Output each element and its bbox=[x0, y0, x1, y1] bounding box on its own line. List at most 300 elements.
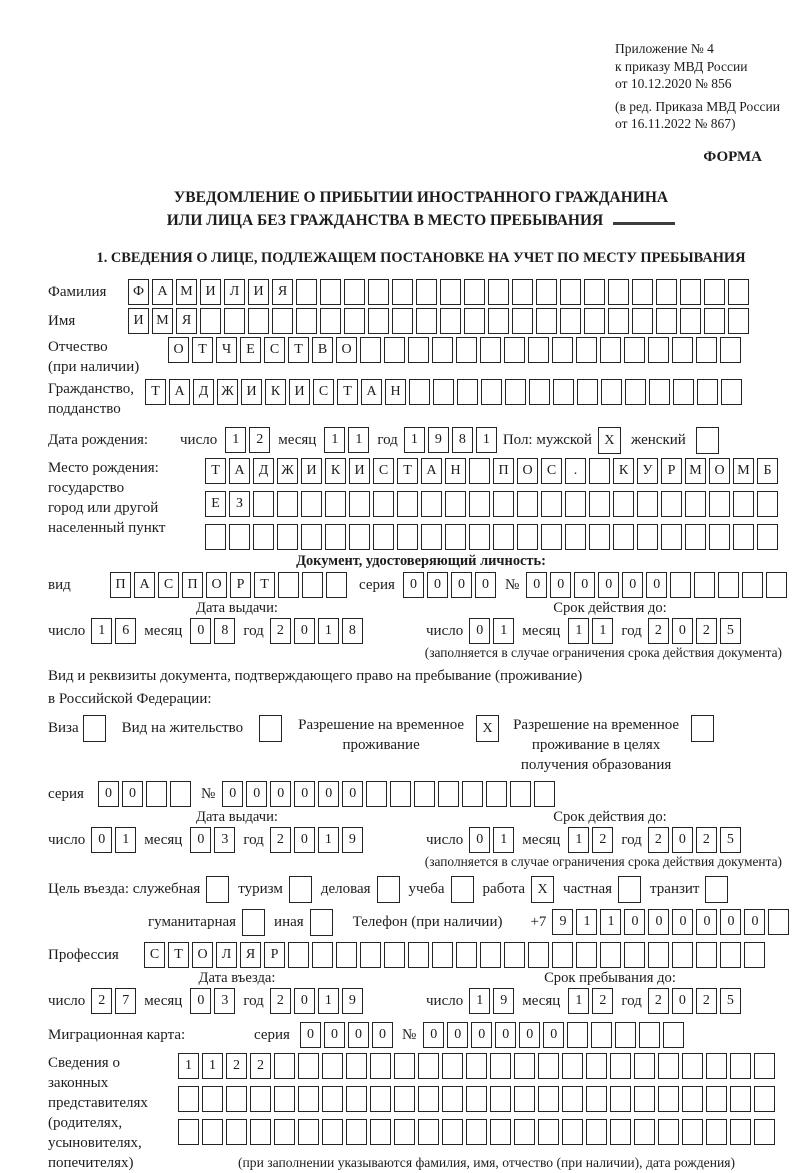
char-cell[interactable] bbox=[541, 524, 562, 550]
char-cell[interactable] bbox=[685, 491, 706, 517]
char-cell[interactable]: 9 bbox=[493, 988, 514, 1014]
char-cell[interactable] bbox=[370, 1053, 391, 1079]
char-cell[interactable]: Л bbox=[224, 279, 245, 305]
char-cell[interactable] bbox=[298, 1053, 319, 1079]
char-cell[interactable]: И bbox=[349, 458, 370, 484]
char-cell[interactable]: 0 bbox=[190, 827, 211, 853]
char-cell[interactable] bbox=[421, 524, 442, 550]
char-cell[interactable]: К bbox=[613, 458, 634, 484]
char-cell[interactable] bbox=[250, 1086, 271, 1112]
char-cell[interactable]: 2 bbox=[696, 618, 717, 644]
char-cell[interactable] bbox=[718, 572, 739, 598]
char-cell[interactable]: И bbox=[301, 458, 322, 484]
char-cell[interactable]: 1 bbox=[568, 827, 589, 853]
char-cell[interactable]: 2 bbox=[648, 827, 669, 853]
char-cell[interactable]: 1 bbox=[318, 827, 339, 853]
char-cell[interactable]: К bbox=[265, 379, 286, 405]
char-cell[interactable] bbox=[744, 942, 765, 968]
checkbox[interactable] bbox=[451, 876, 474, 903]
checkbox[interactable] bbox=[206, 876, 229, 903]
char-cell[interactable]: 0 bbox=[519, 1022, 540, 1048]
checkbox[interactable] bbox=[289, 876, 312, 903]
char-cell[interactable]: 0 bbox=[447, 1022, 468, 1048]
char-cell[interactable]: А bbox=[361, 379, 382, 405]
char-cell[interactable]: М bbox=[176, 279, 197, 305]
char-cell[interactable] bbox=[541, 491, 562, 517]
char-cell[interactable]: М bbox=[733, 458, 754, 484]
char-cell[interactable]: 0 bbox=[300, 1022, 321, 1048]
char-cell[interactable] bbox=[742, 572, 763, 598]
char-cell[interactable] bbox=[466, 1119, 487, 1145]
char-cell[interactable]: А bbox=[421, 458, 442, 484]
char-cell[interactable]: 1 bbox=[115, 827, 136, 853]
char-cell[interactable]: Ф bbox=[128, 279, 149, 305]
char-cell[interactable] bbox=[390, 781, 411, 807]
char-cell[interactable]: О bbox=[709, 458, 730, 484]
char-cell[interactable] bbox=[610, 1086, 631, 1112]
char-cell[interactable] bbox=[373, 524, 394, 550]
char-cell[interactable] bbox=[368, 308, 389, 334]
char-cell[interactable] bbox=[480, 942, 501, 968]
char-cell[interactable] bbox=[512, 308, 533, 334]
char-cell[interactable]: М bbox=[152, 308, 173, 334]
char-cell[interactable]: 1 bbox=[225, 427, 246, 453]
char-cell[interactable] bbox=[490, 1086, 511, 1112]
char-cell[interactable] bbox=[634, 1053, 655, 1079]
char-cell[interactable] bbox=[272, 308, 293, 334]
char-cell[interactable]: 0 bbox=[294, 618, 315, 644]
char-cell[interactable] bbox=[480, 337, 501, 363]
char-cell[interactable] bbox=[649, 379, 670, 405]
checkbox[interactable] bbox=[242, 909, 265, 936]
char-cell[interactable] bbox=[493, 491, 514, 517]
char-cell[interactable] bbox=[466, 1086, 487, 1112]
checkbox[interactable] bbox=[310, 909, 333, 936]
checkbox[interactable] bbox=[691, 715, 714, 742]
char-cell[interactable] bbox=[505, 379, 526, 405]
char-cell[interactable]: С bbox=[373, 458, 394, 484]
char-cell[interactable] bbox=[370, 1119, 391, 1145]
char-cell[interactable] bbox=[576, 337, 597, 363]
char-cell[interactable]: Д bbox=[193, 379, 214, 405]
char-cell[interactable]: 5 bbox=[720, 827, 741, 853]
char-cell[interactable] bbox=[658, 1119, 679, 1145]
char-cell[interactable]: И bbox=[128, 308, 149, 334]
char-cell[interactable]: 2 bbox=[648, 988, 669, 1014]
char-cell[interactable]: К bbox=[325, 458, 346, 484]
char-cell[interactable] bbox=[296, 279, 317, 305]
char-cell[interactable] bbox=[562, 1086, 583, 1112]
char-cell[interactable] bbox=[392, 279, 413, 305]
char-cell[interactable] bbox=[432, 942, 453, 968]
char-cell[interactable] bbox=[277, 491, 298, 517]
char-cell[interactable] bbox=[298, 1086, 319, 1112]
char-cell[interactable]: 0 bbox=[648, 909, 669, 935]
char-cell[interactable]: 1 bbox=[404, 427, 425, 453]
char-cell[interactable] bbox=[226, 1086, 247, 1112]
char-cell[interactable] bbox=[552, 337, 573, 363]
char-cell[interactable] bbox=[445, 491, 466, 517]
char-cell[interactable]: Т bbox=[397, 458, 418, 484]
char-cell[interactable] bbox=[514, 1119, 535, 1145]
char-cell[interactable] bbox=[624, 337, 645, 363]
char-cell[interactable] bbox=[517, 491, 538, 517]
char-cell[interactable] bbox=[481, 379, 502, 405]
char-cell[interactable] bbox=[757, 491, 778, 517]
char-cell[interactable]: 1 bbox=[493, 618, 514, 644]
char-cell[interactable]: А bbox=[229, 458, 250, 484]
checkbox[interactable] bbox=[618, 876, 641, 903]
char-cell[interactable] bbox=[529, 379, 550, 405]
char-cell[interactable]: 1 bbox=[91, 618, 112, 644]
checkbox[interactable]: X bbox=[531, 876, 554, 903]
char-cell[interactable]: 0 bbox=[672, 988, 693, 1014]
char-cell[interactable] bbox=[408, 942, 429, 968]
char-cell[interactable] bbox=[586, 1086, 607, 1112]
char-cell[interactable]: П bbox=[493, 458, 514, 484]
char-cell[interactable]: 2 bbox=[270, 988, 291, 1014]
char-cell[interactable]: Т bbox=[254, 572, 275, 598]
char-cell[interactable] bbox=[615, 1022, 636, 1048]
char-cell[interactable]: 2 bbox=[270, 618, 291, 644]
char-cell[interactable]: 0 bbox=[427, 572, 448, 598]
char-cell[interactable] bbox=[349, 524, 370, 550]
char-cell[interactable] bbox=[418, 1053, 439, 1079]
char-cell[interactable]: 0 bbox=[122, 781, 143, 807]
char-cell[interactable]: А bbox=[169, 379, 190, 405]
char-cell[interactable] bbox=[418, 1119, 439, 1145]
char-cell[interactable] bbox=[486, 781, 507, 807]
char-cell[interactable]: Н bbox=[445, 458, 466, 484]
char-cell[interactable]: И bbox=[248, 279, 269, 305]
char-cell[interactable] bbox=[445, 524, 466, 550]
char-cell[interactable] bbox=[624, 942, 645, 968]
char-cell[interactable] bbox=[706, 1053, 727, 1079]
char-cell[interactable] bbox=[648, 942, 669, 968]
char-cell[interactable] bbox=[768, 909, 789, 935]
char-cell[interactable] bbox=[200, 308, 221, 334]
char-cell[interactable]: 0 bbox=[348, 1022, 369, 1048]
char-cell[interactable]: 9 bbox=[428, 427, 449, 453]
char-cell[interactable]: 0 bbox=[451, 572, 472, 598]
char-cell[interactable] bbox=[202, 1119, 223, 1145]
char-cell[interactable]: 5 bbox=[720, 618, 741, 644]
char-cell[interactable]: 0 bbox=[624, 909, 645, 935]
char-cell[interactable] bbox=[567, 1022, 588, 1048]
char-cell[interactable]: 0 bbox=[469, 827, 490, 853]
char-cell[interactable]: 0 bbox=[190, 988, 211, 1014]
char-cell[interactable] bbox=[733, 524, 754, 550]
char-cell[interactable]: 2 bbox=[696, 827, 717, 853]
char-cell[interactable] bbox=[672, 337, 693, 363]
char-cell[interactable]: 0 bbox=[672, 909, 693, 935]
char-cell[interactable]: Я bbox=[176, 308, 197, 334]
char-cell[interactable] bbox=[589, 491, 610, 517]
char-cell[interactable]: 0 bbox=[190, 618, 211, 644]
char-cell[interactable]: 0 bbox=[294, 988, 315, 1014]
char-cell[interactable]: Т bbox=[145, 379, 166, 405]
char-cell[interactable]: 1 bbox=[469, 988, 490, 1014]
char-cell[interactable]: Т bbox=[337, 379, 358, 405]
char-cell[interactable]: Я bbox=[272, 279, 293, 305]
char-cell[interactable]: М bbox=[685, 458, 706, 484]
char-cell[interactable] bbox=[226, 1119, 247, 1145]
char-cell[interactable] bbox=[274, 1086, 295, 1112]
char-cell[interactable]: Т bbox=[288, 337, 309, 363]
char-cell[interactable] bbox=[438, 781, 459, 807]
char-cell[interactable] bbox=[456, 942, 477, 968]
char-cell[interactable] bbox=[384, 337, 405, 363]
char-cell[interactable]: 2 bbox=[648, 618, 669, 644]
char-cell[interactable]: 0 bbox=[543, 1022, 564, 1048]
char-cell[interactable]: 0 bbox=[550, 572, 571, 598]
char-cell[interactable] bbox=[325, 524, 346, 550]
char-cell[interactable]: 0 bbox=[342, 781, 363, 807]
char-cell[interactable] bbox=[528, 942, 549, 968]
char-cell[interactable] bbox=[253, 524, 274, 550]
char-cell[interactable]: Д bbox=[253, 458, 274, 484]
char-cell[interactable] bbox=[320, 308, 341, 334]
char-cell[interactable] bbox=[696, 337, 717, 363]
char-cell[interactable]: 0 bbox=[270, 781, 291, 807]
char-cell[interactable] bbox=[639, 1022, 660, 1048]
char-cell[interactable] bbox=[440, 279, 461, 305]
char-cell[interactable] bbox=[344, 308, 365, 334]
char-cell[interactable] bbox=[589, 524, 610, 550]
char-cell[interactable] bbox=[456, 337, 477, 363]
char-cell[interactable] bbox=[562, 1053, 583, 1079]
char-cell[interactable]: 0 bbox=[526, 572, 547, 598]
char-cell[interactable]: 3 bbox=[214, 827, 235, 853]
char-cell[interactable] bbox=[320, 279, 341, 305]
char-cell[interactable]: 1 bbox=[318, 988, 339, 1014]
char-cell[interactable] bbox=[298, 1119, 319, 1145]
char-cell[interactable]: С bbox=[144, 942, 165, 968]
char-cell[interactable] bbox=[397, 491, 418, 517]
char-cell[interactable] bbox=[462, 781, 483, 807]
char-cell[interactable] bbox=[634, 1119, 655, 1145]
char-cell[interactable] bbox=[288, 942, 309, 968]
char-cell[interactable]: Т bbox=[168, 942, 189, 968]
char-cell[interactable] bbox=[493, 524, 514, 550]
char-cell[interactable] bbox=[704, 308, 725, 334]
char-cell[interactable]: С bbox=[313, 379, 334, 405]
char-cell[interactable]: 0 bbox=[622, 572, 643, 598]
char-cell[interactable] bbox=[682, 1119, 703, 1145]
char-cell[interactable] bbox=[733, 491, 754, 517]
char-cell[interactable] bbox=[250, 1119, 271, 1145]
char-cell[interactable] bbox=[440, 308, 461, 334]
char-cell[interactable] bbox=[433, 379, 454, 405]
char-cell[interactable] bbox=[397, 524, 418, 550]
char-cell[interactable] bbox=[464, 279, 485, 305]
char-cell[interactable] bbox=[326, 572, 347, 598]
char-cell[interactable] bbox=[637, 491, 658, 517]
char-cell[interactable] bbox=[648, 337, 669, 363]
char-cell[interactable] bbox=[248, 308, 269, 334]
char-cell[interactable] bbox=[680, 279, 701, 305]
char-cell[interactable] bbox=[512, 279, 533, 305]
char-cell[interactable] bbox=[146, 781, 167, 807]
char-cell[interactable] bbox=[394, 1086, 415, 1112]
char-cell[interactable] bbox=[392, 308, 413, 334]
char-cell[interactable]: 0 bbox=[495, 1022, 516, 1048]
char-cell[interactable] bbox=[442, 1119, 463, 1145]
char-cell[interactable] bbox=[504, 337, 525, 363]
char-cell[interactable] bbox=[589, 458, 610, 484]
char-cell[interactable]: 1 bbox=[493, 827, 514, 853]
char-cell[interactable] bbox=[202, 1086, 223, 1112]
char-cell[interactable]: 1 bbox=[202, 1053, 223, 1079]
char-cell[interactable] bbox=[553, 379, 574, 405]
char-cell[interactable] bbox=[610, 1053, 631, 1079]
char-cell[interactable] bbox=[613, 524, 634, 550]
char-cell[interactable] bbox=[360, 942, 381, 968]
char-cell[interactable]: 2 bbox=[91, 988, 112, 1014]
char-cell[interactable] bbox=[414, 781, 435, 807]
char-cell[interactable] bbox=[730, 1053, 751, 1079]
char-cell[interactable]: О bbox=[517, 458, 538, 484]
char-cell[interactable]: 0 bbox=[574, 572, 595, 598]
char-cell[interactable] bbox=[360, 337, 381, 363]
char-cell[interactable]: 0 bbox=[403, 572, 424, 598]
char-cell[interactable] bbox=[682, 1086, 703, 1112]
char-cell[interactable] bbox=[322, 1053, 343, 1079]
char-cell[interactable]: 0 bbox=[423, 1022, 444, 1048]
char-cell[interactable]: У bbox=[637, 458, 658, 484]
char-cell[interactable] bbox=[584, 279, 605, 305]
char-cell[interactable] bbox=[685, 524, 706, 550]
char-cell[interactable] bbox=[538, 1086, 559, 1112]
char-cell[interactable] bbox=[368, 279, 389, 305]
char-cell[interactable] bbox=[488, 279, 509, 305]
char-cell[interactable] bbox=[680, 308, 701, 334]
char-cell[interactable] bbox=[346, 1053, 367, 1079]
char-cell[interactable]: 9 bbox=[552, 909, 573, 935]
char-cell[interactable]: В bbox=[312, 337, 333, 363]
char-cell[interactable]: 1 bbox=[318, 618, 339, 644]
char-cell[interactable] bbox=[721, 379, 742, 405]
char-cell[interactable] bbox=[709, 524, 730, 550]
checkbox[interactable] bbox=[696, 427, 719, 454]
char-cell[interactable] bbox=[301, 524, 322, 550]
char-cell[interactable]: 0 bbox=[672, 827, 693, 853]
char-cell[interactable]: И bbox=[241, 379, 262, 405]
char-cell[interactable]: 0 bbox=[294, 781, 315, 807]
char-cell[interactable] bbox=[600, 337, 621, 363]
char-cell[interactable] bbox=[608, 308, 629, 334]
char-cell[interactable] bbox=[706, 1119, 727, 1145]
char-cell[interactable]: 0 bbox=[696, 909, 717, 935]
char-cell[interactable]: Н bbox=[385, 379, 406, 405]
char-cell[interactable]: С bbox=[541, 458, 562, 484]
char-cell[interactable] bbox=[730, 1119, 751, 1145]
char-cell[interactable] bbox=[205, 524, 226, 550]
char-cell[interactable] bbox=[488, 308, 509, 334]
char-cell[interactable]: 1 bbox=[576, 909, 597, 935]
char-cell[interactable]: 1 bbox=[324, 427, 345, 453]
char-cell[interactable] bbox=[421, 491, 442, 517]
char-cell[interactable]: 0 bbox=[471, 1022, 492, 1048]
char-cell[interactable] bbox=[584, 308, 605, 334]
char-cell[interactable] bbox=[528, 337, 549, 363]
char-cell[interactable] bbox=[408, 337, 429, 363]
checkbox[interactable]: X bbox=[598, 427, 621, 454]
char-cell[interactable] bbox=[694, 572, 715, 598]
char-cell[interactable] bbox=[510, 781, 531, 807]
char-cell[interactable] bbox=[229, 524, 250, 550]
char-cell[interactable] bbox=[409, 379, 430, 405]
char-cell[interactable] bbox=[514, 1086, 535, 1112]
char-cell[interactable] bbox=[560, 279, 581, 305]
char-cell[interactable] bbox=[709, 491, 730, 517]
char-cell[interactable]: О bbox=[336, 337, 357, 363]
char-cell[interactable] bbox=[170, 781, 191, 807]
char-cell[interactable]: 2 bbox=[249, 427, 270, 453]
char-cell[interactable] bbox=[757, 524, 778, 550]
char-cell[interactable]: Ч bbox=[216, 337, 237, 363]
char-cell[interactable] bbox=[720, 942, 741, 968]
char-cell[interactable] bbox=[608, 279, 629, 305]
char-cell[interactable] bbox=[610, 1119, 631, 1145]
char-cell[interactable] bbox=[394, 1053, 415, 1079]
char-cell[interactable] bbox=[697, 379, 718, 405]
char-cell[interactable] bbox=[416, 308, 437, 334]
char-cell[interactable] bbox=[754, 1119, 775, 1145]
char-cell[interactable] bbox=[538, 1053, 559, 1079]
char-cell[interactable] bbox=[373, 491, 394, 517]
char-cell[interactable] bbox=[490, 1053, 511, 1079]
char-cell[interactable] bbox=[663, 1022, 684, 1048]
char-cell[interactable] bbox=[682, 1053, 703, 1079]
char-cell[interactable]: 0 bbox=[646, 572, 667, 598]
char-cell[interactable] bbox=[253, 491, 274, 517]
checkbox[interactable] bbox=[377, 876, 400, 903]
char-cell[interactable] bbox=[560, 308, 581, 334]
char-cell[interactable] bbox=[576, 942, 597, 968]
char-cell[interactable]: Т bbox=[192, 337, 213, 363]
char-cell[interactable] bbox=[728, 279, 749, 305]
char-cell[interactable] bbox=[613, 491, 634, 517]
char-cell[interactable] bbox=[673, 379, 694, 405]
char-cell[interactable]: 5 bbox=[720, 988, 741, 1014]
char-cell[interactable]: 1 bbox=[178, 1053, 199, 1079]
char-cell[interactable] bbox=[346, 1086, 367, 1112]
checkbox[interactable] bbox=[705, 876, 728, 903]
char-cell[interactable] bbox=[336, 942, 357, 968]
char-cell[interactable] bbox=[720, 337, 741, 363]
char-cell[interactable] bbox=[704, 279, 725, 305]
char-cell[interactable] bbox=[670, 572, 691, 598]
char-cell[interactable] bbox=[370, 1086, 391, 1112]
char-cell[interactable] bbox=[464, 308, 485, 334]
char-cell[interactable] bbox=[442, 1086, 463, 1112]
char-cell[interactable]: 7 bbox=[115, 988, 136, 1014]
char-cell[interactable]: 0 bbox=[720, 909, 741, 935]
char-cell[interactable]: 0 bbox=[469, 618, 490, 644]
char-cell[interactable] bbox=[552, 942, 573, 968]
char-cell[interactable] bbox=[600, 942, 621, 968]
char-cell[interactable]: 2 bbox=[270, 827, 291, 853]
char-cell[interactable]: 1 bbox=[568, 618, 589, 644]
char-cell[interactable]: 0 bbox=[672, 618, 693, 644]
char-cell[interactable] bbox=[514, 1053, 535, 1079]
char-cell[interactable] bbox=[416, 279, 437, 305]
char-cell[interactable]: 0 bbox=[324, 1022, 345, 1048]
char-cell[interactable] bbox=[601, 379, 622, 405]
char-cell[interactable] bbox=[278, 572, 299, 598]
char-cell[interactable] bbox=[418, 1086, 439, 1112]
